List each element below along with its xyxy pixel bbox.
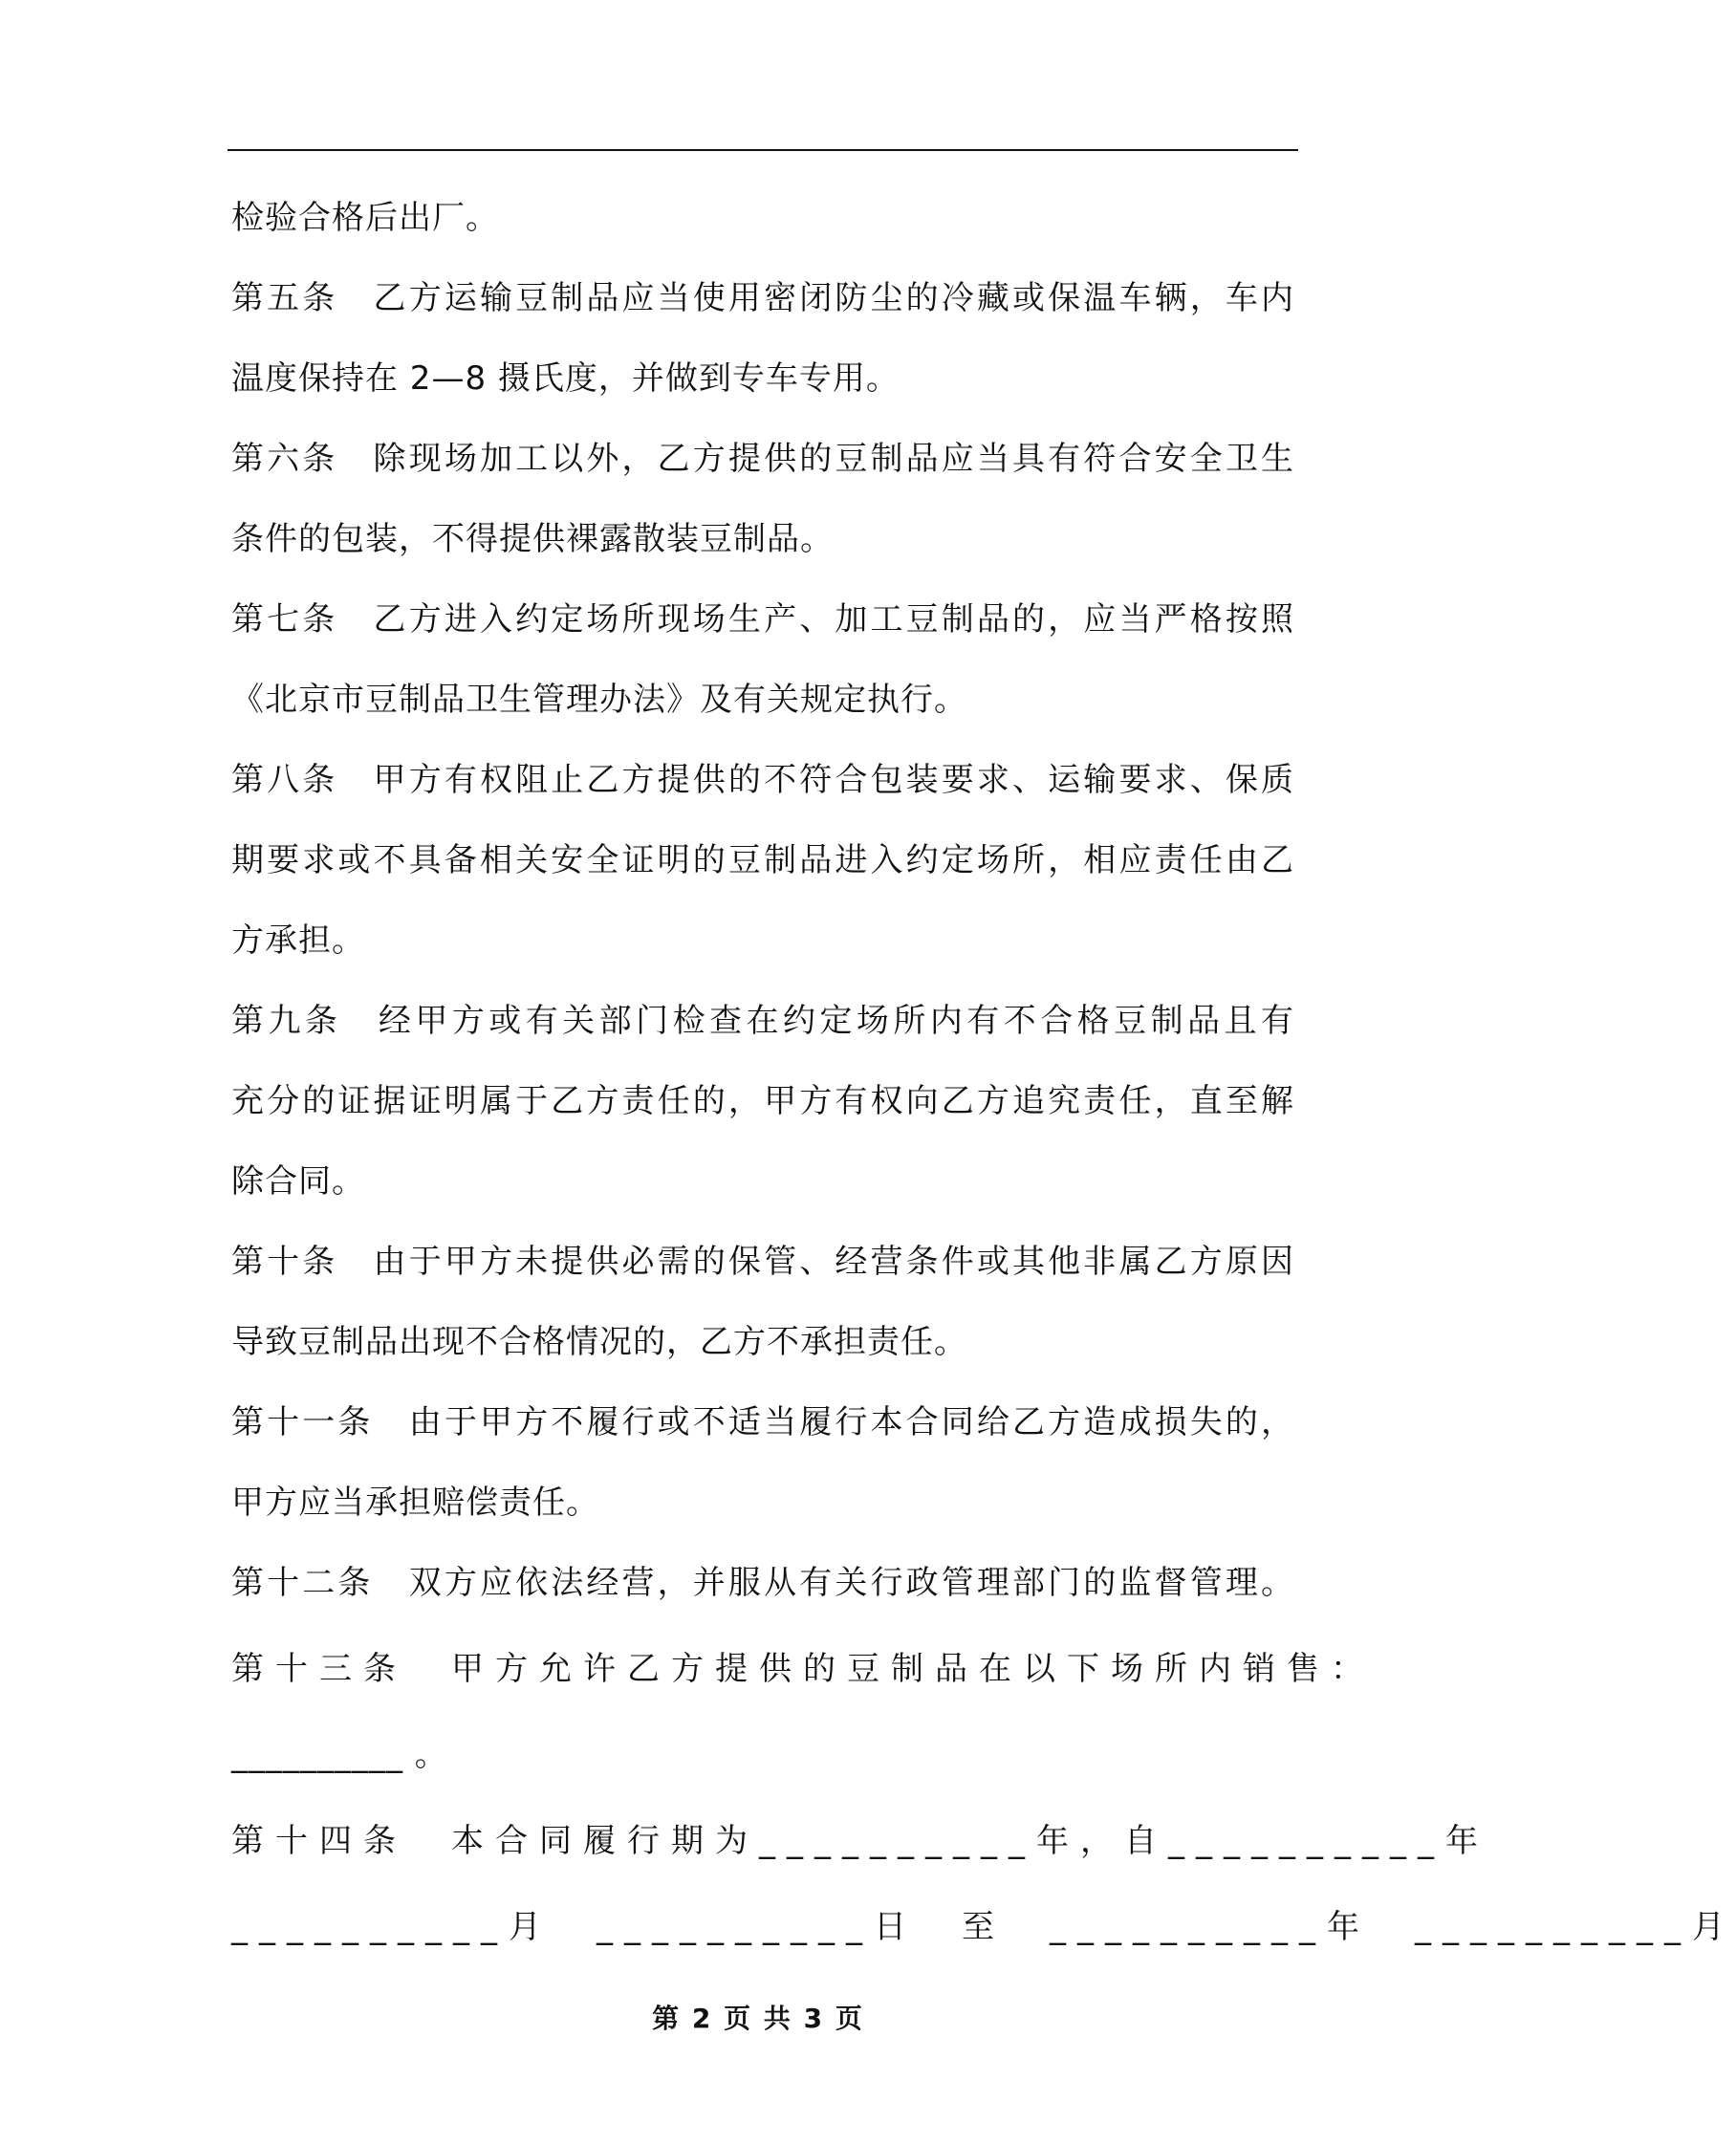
text-line: 第八条 甲方有权阻止乙方提供的不符合包装要求、运输要求、保质 [231,761,1294,799]
text-line: 期要求或不具备相关安全证明的豆制品进入约定场所，相应责任由乙 [231,841,1294,879]
blank-field-line: __________ 。 [231,1736,448,1774]
document-body [231,178,1736,1967]
text-line: 除合同。 [231,1162,365,1201]
text-line: 第十一条 由于甲方不履行或不适当履行本合同给乙方造成损失的， [231,1403,1294,1441]
text-line: 检验合格后出厂。 [231,199,499,237]
header-rule [228,149,1298,151]
text-line: 第六条 除现场加工以外，乙方提供的豆制品应当具有符合安全卫生 [231,440,1294,478]
text-line: 条件的包装，不得提供裸露散装豆制品。 [231,520,834,558]
text-line: 第十二条 双方应依法经营，并服从有关行政管理部门的监督管理。 [231,1564,1294,1602]
text-line: 第十四条 本合同履行期为__________年，自__________年 [231,1822,1489,1860]
text-line: 第九条 经甲方或有关部门检查在约定场所内有不合格豆制品且有 [231,1002,1294,1040]
text-line: 温度保持在 2—8 摄氏度，并做到专车专用。 [231,359,900,398]
date-field-line: __________月 __________日 至 __________年 __________月 [231,1908,1736,1946]
text-line: 充分的证据证明属于乙方责任的，甲方有权向乙方追究责任，直至解 [231,1082,1294,1120]
text-line: 第七条 乙方进入约定场所现场生产、加工豆制品的，应当严格按照 [231,600,1294,639]
text-line: 《北京市豆制品卫生管理办法》及有关规定执行。 [231,681,967,719]
page-footer: 第 2 页 共 3 页 [652,2003,864,2034]
text-line: 方承担。 [231,921,365,960]
text-line: 第十条 由于甲方未提供必需的保管、经营条件或其他非属乙方原因 [231,1243,1294,1281]
text-line: 第五条 乙方运输豆制品应当使用密闭防尘的冷藏或保温车辆，车内 [231,279,1294,317]
text-line: 导致豆制品出现不合格情况的，乙方不承担责任。 [231,1323,967,1361]
text-line: 甲方应当承担赔偿责任。 [231,1484,599,1522]
text-line: 第十三条 甲方允许乙方提供的豆制品在以下场所内销售： [231,1650,1375,1688]
